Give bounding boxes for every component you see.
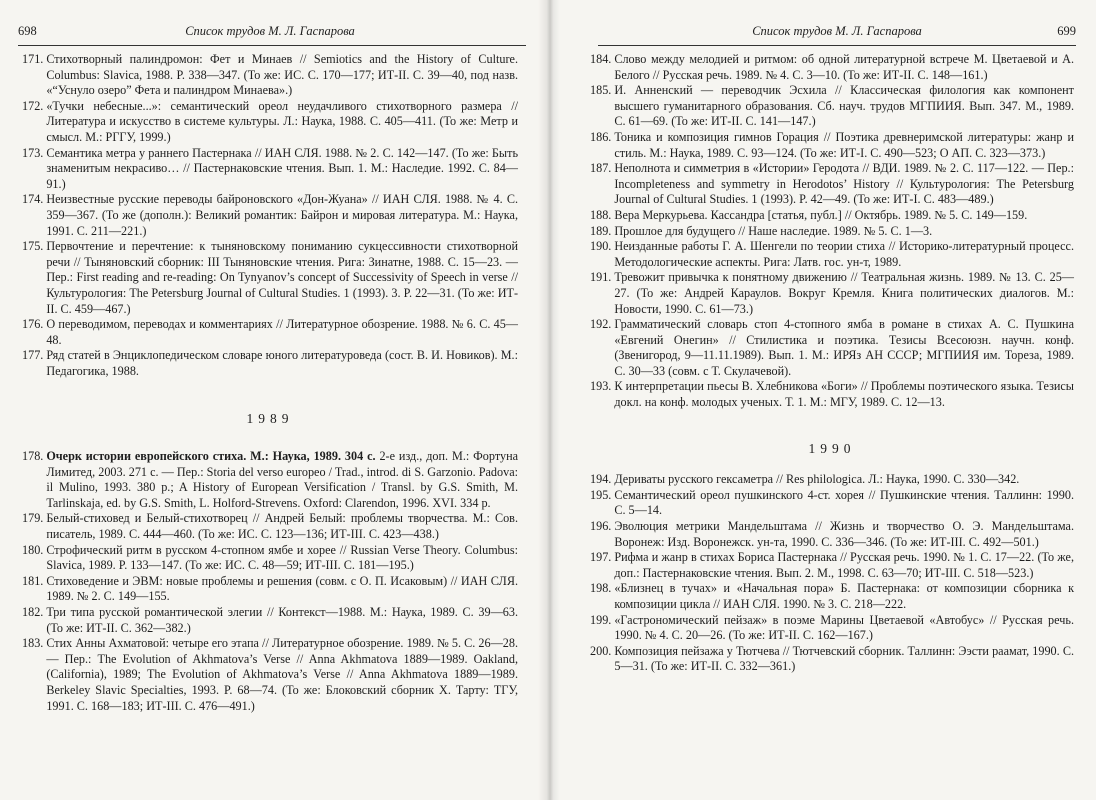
entry-text: Семантический ореол пушкинского 4-ст. хорея // Пушкинские чтения. Таллинн: 1990. С. 5—14. <box>614 487 1074 518</box>
entry-bold-title: Очерк истории европейского стиха. М.: Наука, 1989. 304 с. <box>46 449 376 464</box>
bibliography-entry <box>590 161 1074 208</box>
bibliography-entry <box>22 317 518 348</box>
header-rule <box>18 45 526 46</box>
entry-number: 198. <box>590 581 612 596</box>
page-number: 699 <box>1057 24 1076 38</box>
entry-text: Рифма и жанр в стихах Бориса Пастернака // Русская речь. 1990. № 1. С. 17—22. (То же, доп.: Пастернаковские чтения. Вып. 2. М., 1998. С. 63—70; ИТ-III. С. 518—523.) <box>614 550 1074 580</box>
bibliography-entry <box>22 574 518 605</box>
entry-text: Строфический ритм в русском 4-стопном ямбе и хорее // Russian Verse Theory. Columbus: Slavica, 1989. P. 133—147. (То же: ИС. С. 48—59; ИТ-III. С. 181—195.) <box>46 542 518 573</box>
entry-number: 173. <box>22 145 44 160</box>
entry-text: Грамматический словарь стоп 4-стопного ямба в романе в стихах А. С. Пушкина «Евгений Онегин» // Стилистика и поэтика. Тезисы Всесоюзн. научн. конф. (Звенигород, 9—11.11.1989). Вып. 1. М.: ИРЯз АН СССР; МГПИИЯ им. Тореза, 1989. С. 30—33 (совм. с Т. Скулачевой). <box>614 317 1074 378</box>
entry-text: «Тучки небесные...»: семантический ореол неудачливого стихотворного размера // Литература и искусство в системе культуры. Л.: Наука, 1988. С. 405—411. (То же: Метр и смысл. М.: РГГУ, 1999.) <box>46 98 518 144</box>
entry-number: 176. <box>22 317 44 332</box>
bibliography-entry <box>590 644 1074 675</box>
bibliography-entry <box>22 449 518 511</box>
bibliography-entry <box>590 52 1074 83</box>
bibliography-entry <box>22 348 518 379</box>
bibliography-entry <box>22 52 518 99</box>
entry-text: К интерпретации пьесы В. Хлебникова «Боги» // Проблемы поэтического языка. Тезисы докл. на конф. молодых ученых. Т. 1. М.: МГУ, 1989. С. 12—13. <box>614 379 1074 410</box>
bibliography-entry <box>22 192 518 239</box>
bibliography-entry <box>22 239 518 317</box>
entry-text: Стихотворный палиндромон: Фет и Минаев // Semiotics and the History of Culture. Columbus: Slavica, 1988. P. 338—347. (То же: ИС. С. 170—177; ИТ-II. С. 39—40, под назв. «“Уснуло озеро” Фета и палиндром Минаева».) <box>46 52 518 98</box>
entry-number: 186. <box>590 129 612 144</box>
entry-number: 185. <box>590 83 612 98</box>
bibliography-entry <box>590 379 1074 410</box>
entry-text: Тревожит привычка к понятному движению // Театральная жизнь. 1989. № 13. С. 25—27. (То же: Андрей Караулов. Вокруг Кремля. Книга политических диалогов. М.: Новости, 1990. С. 61—73.) <box>614 270 1074 316</box>
running-title: Список трудов М. Л. Гаспарова <box>752 24 922 38</box>
entry-number: 172. <box>22 98 44 113</box>
entry-text: Стиховедение и ЭВМ: новые проблемы и решения (совм. с О. П. Исаковым) // ИАН СЛЯ. 1989. № 2. С. 149—155. <box>46 573 518 604</box>
bibliography-entry <box>590 239 1074 270</box>
bibliography-entry <box>22 511 518 542</box>
bibliography-entry <box>590 208 1074 224</box>
entry-text: Слово между мелодией и ритмом: об одной литературной встрече М. Цветаевой и А. Белого // Русская речь. 1989. № 4. С. 3—10. (То же: ИТ-II. С. 148—161.) <box>614 52 1074 82</box>
entry-number: 199. <box>590 612 612 627</box>
entry-text: Неполнота и симметрия в «Истории» Геродота // ВДИ. 1989. № 2. С. 117—122. — Пер.: Incompleteness and symmetry in Herodotos’ History // Культурология: The Petersburg Journal of Cultural Studies. 1 (1993). P. 42—49. (То же: ИТ-I. С. 483—489.) <box>614 161 1074 207</box>
entry-number: 174. <box>22 192 44 207</box>
entry-number: 180. <box>22 542 44 557</box>
right-page <box>556 0 1096 800</box>
bibliography-entry <box>22 99 518 146</box>
bibliography-entry <box>590 224 1074 240</box>
entry-text-rest: 2-е изд., доп. М.: Фортуна Лимитед, 2003. 271 с. — Пер.: Storia del verso europeo / Trad., introd. di S. Garzonio. Padova: il Mulino, 1993. 380 p.; A History of European Versification / Transl. by G.S. Smith, M. Tarlinskaja, ed. by G.S. Smith, L. Holford-Strevens. Oxford: Clarendon, 1996. XVI. 334 p. <box>46 449 519 510</box>
entry-number: 190. <box>590 239 612 254</box>
bibliography-entry <box>590 613 1074 644</box>
entry-number: 195. <box>590 487 612 502</box>
bibliography-entry <box>590 317 1074 379</box>
entry-text: «Гастрономический пейзаж» в поэме Марины Цветаевой «Автобус» // Русская речь. 1990. № 4. С. 20—26. (То же: ИТ-II. С. 162—167.) <box>614 612 1074 643</box>
bibliography-entry <box>590 83 1074 130</box>
entry-number: 178. <box>22 449 44 464</box>
entry-text: Неизданные работы Г. А. Шенгели по теории стиха // Историко-литературный процесс. Методологические аспекты. Рига: Латв. гос. ун-т, 1989. <box>614 239 1074 269</box>
bibliography-entry <box>22 605 518 636</box>
entry-text: Ряд статей в Энциклопедическом словаре юного литературоведа (сост. В. И. Новиков). М.: Педагогика, 1988. <box>46 348 518 378</box>
left-page-header <box>18 24 522 40</box>
entry-number: 187. <box>590 161 612 176</box>
entry-text: Три типа русской романтической элегии // Контекст—1988. М.: Наука, 1989. С. 39—63. (То же: ИТ-II. С. 362—382.) <box>46 605 518 635</box>
entry-text: Стих Анны Ахматовой: четыре его этапа // Литературное обозрение. 1989. № 5. С. 26—28. — Пер.: The Evolution of Akhmatova’s Verse // Anna Akhmatova 1889—1989. Oakland, (California), 1989; The Evolution of Akhmatova’s Verse // Anna Akhmatova 1889—1989. Berkeley Slavic Specialties, 1993. P. 68—74. (То же: Блоковский сборник X. Тарту: ТГУ, 1991. С. 168—183; ИТ-III. С. 476—491.) <box>46 636 518 713</box>
right-page-header <box>598 24 1076 40</box>
entry-text: Прошлое для будущего // Наше наследие. 1989. № 5. С. 1—3. <box>614 223 933 238</box>
entry-number: 189. <box>590 223 612 238</box>
entry-number: 181. <box>22 573 44 588</box>
page-number: 698 <box>18 24 37 38</box>
entry-number: 188. <box>590 207 612 222</box>
entry-text: Композиция пейзажа у Тютчева // Тютчевский сборник. Таллинн: Ээсти раамат, 1990. С. 5—31. (То же: ИТ-II. С. 332—361.) <box>614 643 1074 674</box>
entry-text: Вера Меркурьева. Кассандра [статья, публ.] // Октябрь. 1989. № 5. С. 149—159. <box>614 207 1028 222</box>
left-page <box>0 0 540 800</box>
entry-text: И. Анненский — переводчик Эсхила // Классическая филология как компонент высшего гуманитарного образования. Сб. науч. трудов МГПИИЯ. Вып. 347. М., 1989. С. 61—69. (То же: ИТ-II. С. 141—147.) <box>614 83 1074 129</box>
bibliography-entry <box>590 130 1074 161</box>
right-page-body <box>590 52 1074 675</box>
bibliography-entry <box>590 519 1074 550</box>
entry-text: «Близнец в тучах» и «Начальная пора» Б. Пастернака: от композиции сборника к композиции цикла // ИАН СЛЯ. 1990. № 3. С. 218—222. <box>614 581 1074 611</box>
bibliography-entry <box>590 472 1074 488</box>
year-heading: 1989 <box>246 411 294 427</box>
entry-number: 193. <box>590 379 612 394</box>
header-rule <box>598 45 1076 46</box>
entry-number: 171. <box>22 52 44 66</box>
entry-number: 191. <box>590 270 612 285</box>
entry-text: Тоника и композиция гимнов Горация // Поэтика древнеримской литературы: жанр и стиль. М.: Наука, 1989. С. 93—124. (То же: ИТ-I. С. 490—523; О АП. С. 323—373.) <box>614 129 1074 160</box>
bibliography-entry <box>590 550 1074 581</box>
entry-number: 194. <box>590 472 612 487</box>
entry-text: О переводимом, переводах и комментариях // Литературное обозрение. 1988. № 6. С. 45—48. <box>46 317 518 347</box>
entry-number: 177. <box>22 348 44 363</box>
entry-number: 175. <box>22 239 44 254</box>
bibliography-entry <box>22 146 518 193</box>
running-title: Список трудов М. Л. Гаспарова <box>185 24 355 38</box>
entry-text: Белый-стиховед и Белый-стихотворец // Андрей Белый: проблемы творчества. М.: Сов. писатель, 1989. С. 444—460. (То же: ИС. С. 123—136; ИТ-III. С. 423—438.) <box>46 511 518 542</box>
entry-text: Первочтение и перечтение: к тыняновскому пониманию сукцессивности стихотворной речи // Тыняновский сборник: III Тыняновские чтения. Рига: Зинатне, 1988. С. 15—23. — Пер.: First reading and re-reading: On Tynyanov’s concept of Successivity of Speech in verse // Культурология: The Petersburg Journal of Cultural Studies. 1 (1993). 3. P. 22—31. (То же: ИТ-II. С. 459—467.) <box>46 239 518 316</box>
bibliography-entry <box>22 543 518 574</box>
entry-number: 197. <box>590 550 612 565</box>
entry-text <box>46 449 518 511</box>
entry-number: 196. <box>590 519 612 534</box>
bibliography-entry <box>590 581 1074 612</box>
bibliography-entry <box>22 636 518 714</box>
entry-number: 183. <box>22 636 44 651</box>
left-page-body <box>22 52 518 714</box>
entry-number: 192. <box>590 317 612 332</box>
entry-text: Дериваты русского гексаметра // Res philologica. Л.: Наука, 1990. С. 330—342. <box>614 472 1020 487</box>
bibliography-entry <box>590 488 1074 519</box>
bibliography-entry <box>590 270 1074 317</box>
year-heading: 1990 <box>808 440 856 456</box>
entry-text: Эволюция метрики Мандельштама // Жизнь и творчество О. Э. Мандельштама. Воронеж: Изд. Воронежск. ун-та, 1990. С. 336—346. (То же: ИТ-III. С. 492—501.) <box>614 519 1074 549</box>
entry-text: Неизвестные русские переводы байроновского «Дон-Жуана» // ИАН СЛЯ. 1988. № 4. С. 359—367. (То же (дополн.): Великий романтик: Байрон и мировая литература. М.: Наука, 1991. С. 211—221.) <box>46 192 518 238</box>
entry-text: Семантика метра у раннего Пастернака // ИАН СЛЯ. 1988. № 2. С. 142—147. (То же: Быть знаменитым некрасиво… // Пастернаковские чтения. Вып. 1. М.: Наследие. 1992. С. 84—91.) <box>46 145 518 191</box>
entry-number: 184. <box>590 52 612 66</box>
entry-number: 182. <box>22 605 44 619</box>
entry-number: 179. <box>22 511 44 526</box>
entry-number: 200. <box>590 643 612 658</box>
